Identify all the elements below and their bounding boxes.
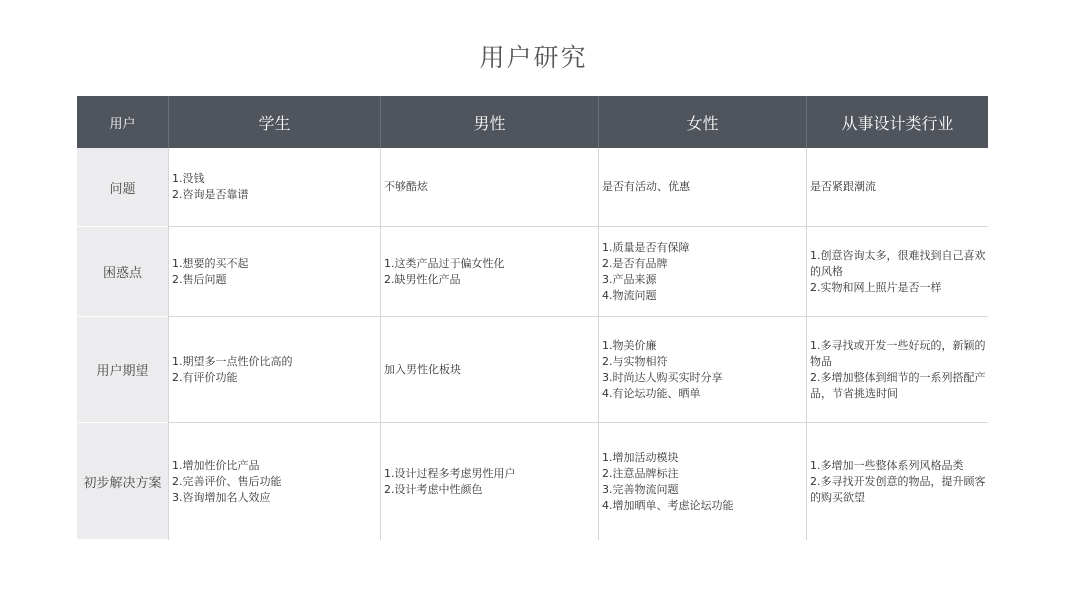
table-cell: [806, 423, 988, 540]
cell-line: 2.有评价功能: [172, 370, 238, 384]
page-title: 用户研究: [479, 43, 588, 72]
cell-line: 1.期望多一点性价比高的: [172, 354, 293, 368]
cell-line: 是否有活动、优惠: [602, 180, 690, 193]
cell-line: 2.多寻找开发创意的物品，提升顾客的购买欲望: [810, 474, 986, 504]
row-label: 用户期望: [77, 317, 168, 423]
table-cell: [806, 148, 988, 227]
column-header: 学生: [168, 96, 380, 148]
cell-line: 1.创意咨询太多，很难找到自己喜欢的风格: [810, 248, 986, 278]
cell-line: 1.没钱: [172, 172, 205, 185]
cell-line: 3.咨询增加名人效应: [172, 490, 271, 504]
cell-line: 3.时尚达人购买实时分享: [602, 370, 723, 384]
user-research-table: [77, 96, 988, 540]
cell-line: 2.注意品牌标注: [602, 466, 679, 480]
cell-line: 加入男性化板块: [384, 362, 461, 376]
column-header: 女性: [598, 96, 806, 148]
table-cell: [168, 423, 380, 540]
cell-line: 3.产品来源: [602, 272, 657, 286]
cell-line: 不够酷炫: [384, 180, 428, 193]
cell-line: 2.设计考虑中性颜色: [384, 482, 483, 496]
table-cell: [598, 227, 806, 317]
cell-line: 2.缺男性化产品: [384, 272, 461, 286]
cell-line: 4.物流问题: [602, 288, 657, 302]
table-cell: [598, 148, 806, 227]
table-cell: [598, 317, 806, 423]
row-label: 问题: [77, 148, 168, 227]
table-cell: [168, 148, 380, 227]
table-cell: [380, 423, 598, 540]
column-header: 男性: [380, 96, 598, 148]
header-corner-label: 用户: [77, 96, 168, 148]
table-cell: [168, 317, 380, 423]
cell-line: 2.售后问题: [172, 272, 227, 286]
table-cell: [168, 227, 380, 317]
cell-line: 3.完善物流问题: [602, 482, 679, 496]
cell-line: 1.多寻找或开发一些好玩的，新颖的物品: [810, 338, 986, 368]
cell-line: 1.增加性价比产品: [172, 458, 260, 472]
cell-line: 2.是否有品牌: [602, 256, 668, 270]
cell-line: 2.咨询是否靠谱: [172, 188, 249, 201]
cell-line: 1.质量是否有保障: [602, 240, 690, 254]
cell-line: 是否紧跟潮流: [810, 180, 876, 193]
cell-line: 2.多增加整体到细节的一系列搭配产品，节省挑选时间: [810, 370, 986, 400]
cell-line: 2.实物和网上照片是否一样: [810, 280, 942, 294]
cell-line: 2.与实物相符: [602, 354, 668, 368]
cell-line: 1.增加活动模块: [602, 450, 679, 464]
cell-line: 1.想要的买不起: [172, 256, 249, 270]
cell-line: 1.设计过程多考虑男性用户: [384, 466, 516, 480]
table-cell: [598, 423, 806, 540]
table-cell: [380, 227, 598, 317]
cell-line: 1.这类产品过于偏女性化: [384, 256, 505, 270]
cell-line: 4.有论坛功能、晒单: [602, 386, 701, 400]
table-cell: [806, 317, 988, 423]
cell-line: 4.增加晒单、考虑论坛功能: [602, 498, 734, 512]
table-cell: [806, 227, 988, 317]
row-label: 初步解决方案: [77, 423, 168, 540]
column-header: 从事设计类行业: [806, 96, 988, 148]
cell-line: 1.多增加一些整体系列风格品类: [810, 458, 964, 472]
row-label: 困惑点: [77, 227, 168, 317]
table-cell: [380, 317, 598, 423]
cell-line: 2.完善评价、售后功能: [172, 474, 282, 488]
table-cell: [380, 148, 598, 227]
cell-line: 1.物美价廉: [602, 338, 657, 352]
